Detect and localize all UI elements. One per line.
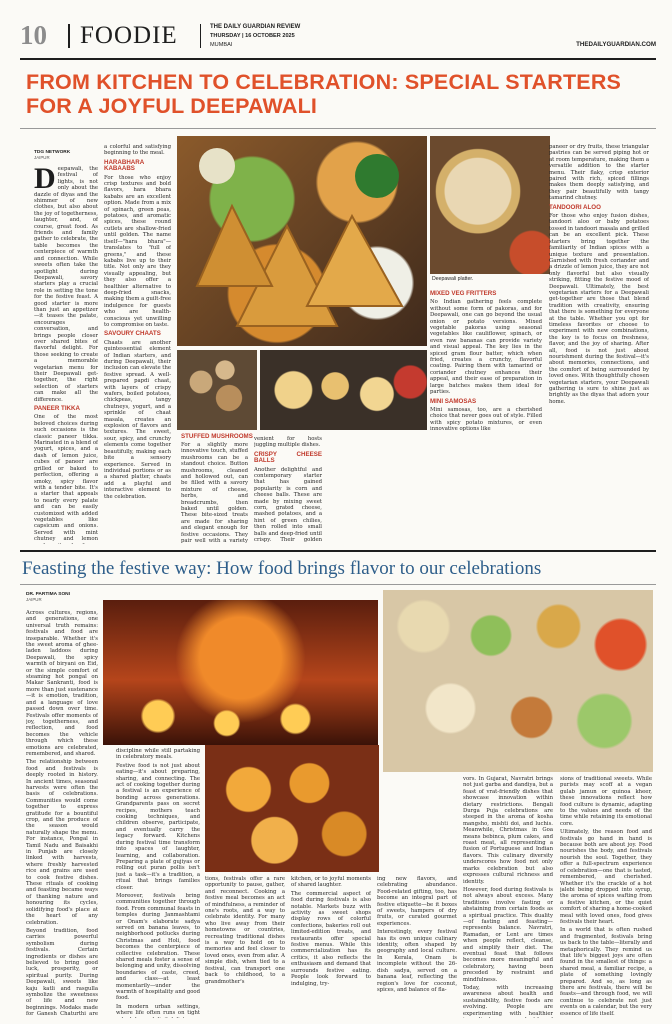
byline-location: JAIPUR	[34, 155, 50, 160]
subhead-harabhara-kabaabs: HARABHARA KABAABS	[104, 158, 145, 173]
subhead-tandoori-aloo: TANDOORI ALOO	[549, 203, 601, 211]
article2-column-5: ing new flavors, and celebrating abundance. Food-related gifting, too, has become an integral part of festive etiquette—be it boxes of sweets, hampers of dry fruits, or curated gourmet experiences. Interestingly, every festival has its own unique culinary identity, often shaped by geography and local culture. In Kerala, Onam is incomplete without the 26-dish sadya, served on a banana leaf, reflecting the region's love for coconut, spices, and balance of fla-	[377, 876, 457, 993]
paper-name: THE DAILY GUARDIAN REVIEW	[210, 24, 301, 30]
article2-column-4: kitchen, or to joyful moments of shared laughter. The commercial aspect of food during festivals is also notable. Markets buzz with activity as sweet shops display rows of colorful confections, bakeries roll out limited-edition treats, and restaurants offer special festive menus. While this commercialization has its critics, it also reflects the enthusiasm and demand that surrounds festive eating. People look forward to indulging, try-	[291, 876, 371, 987]
article1-column-3: For a slightly more innovative touch, stuffed mushrooms can be a standout choice. Button mushrooms, cleaned and hollowed out, can be filled with a savory mixture of cheese, herbs, and breadcrumbs, then baked until golden. These bite-sized treats are made for sharing and elegant enough for festive occasions. They pair well with a variety	[181, 442, 248, 544]
sweets-photo	[205, 745, 379, 872]
diyas-festival-photo	[103, 600, 378, 745]
article2-column-6: vors. In Gujarat, Navratri brings not just garba and dandiya, but a feast of vrat-friendly dishes that showcase innovation within dietary restrictions. Bengali Durga Puja celebrations are steeped in the aroma of kosha mangsho, mishti doi, and luchis. Meanwhile, Christmas in Goa means bebinca, plum cakes, and roast meat, all representing a fusion of Portuguese and Indian flavors. This culinary diversity underscores how food not only marks celebration but also expresses cultural richness and identity. However, food during festivals is not always about excess. Many traditions involve fasting or abstaining from certain foods as a spiritual practice. This duality—of fasting and feasting—represents balance. Navratri, Ramadan, or Lent are times when people reflect, cleanse, and simplify their diet. The eventual feast that follows becomes more meaningful and celebratory, having been preceded by restraint and mindfulness. Today, with increasing awareness about health and sustainability, festive foods are evolving. People are experimenting with healthier	[463, 776, 553, 1017]
website-link[interactable]: THEDAILYGUARDIAN.COM	[576, 41, 656, 48]
article2-column-2: discipline while still partaking in celebratory meals. Festive food is not just about eating—it's about preparing, sharing, and connecting. The act of cooking together during a festival is an experience of bonding across generations. Grandparents pass on secret recipes, mothers teach cooking techniques, and children observe, participate, and eventually carry the legacy forward. Kitchens during festival time transform into spaces of laughter, learning, and collaboration. Preparing a plate of gujiyas or rolling out puran pollis isn't just a task—it's a tradition, a ritual that brings families closer. Moreover, festivals bring communities together through food. From communal feasts in temples during Janmashtami or Onam's elaborate sadya served on banana leaves, to neighborhood potlucks during Christmas and Holi, food becomes the centerpiece of collective celebration. These shared meals foster a sense of belonging and unity, dissolving boundaries of caste, creed, and class—at least momentarily—under the warmth of hospitality and good food. In modern urban settings, where life often runs on tight	[116, 748, 200, 1017]
article2-column-7: sions of traditional sweets. While purists may scoff at a vegan gulab jamun or quinoa kheer, these innovations reflect how food culture is dynamic, adapting to the values and needs of the time while retaining its emotional core. Ultimately, the reason food and festivals go hand in hand is because both are about joy. Food nourishes the body, and festivals nourish the soul. Together, they offer a full-spectrum experience of celebration—one that is tasted, remembered, and cherished. Whether it's the crackle of a hot jalebi being dropped into syrup, the aroma of spices wafting from a festive kitchen, or the quiet comfort of sharing a home-cooked meal with loved ones, food gives festivals their heart. In a world that is often rushed and fragmented, festivals bring us back to the table—literally and metaphorically. They remind us that life's biggest joys are often found in the smallest of things: a shared meal, a familiar recipe, a plate of something lovingly prepared. And so, as long as there are festivals, there will be feasts—and through food, we will continue to celebrate not just events on a calendar, but the very essence of life itself.	[560, 776, 652, 1017]
article2-headline: Feasting the festive way: How food brings flavor to our celebrations	[22, 558, 542, 579]
page-number: 10	[20, 20, 47, 50]
subhead-crispy-cheese-balls: CRISPY CHEESE BALLS	[254, 450, 322, 465]
article1-headline	[26, 70, 656, 118]
subhead-paneer-tikka: PANEER TIKKA	[34, 405, 80, 413]
byline-name-2: DR. PARTIMA SONI	[26, 592, 70, 597]
article2-byline	[26, 592, 70, 602]
byline-location-2: JAIPUR	[26, 597, 42, 602]
headline-line-2: FOR A JOYFUL DEEPAWALI	[26, 94, 318, 118]
issue-date: THURSDAY | 16 OCTOBER 2025	[210, 33, 295, 39]
article1-column-6: paneer or dry fruits, these triangular pastries can be served piping hot or at room temperature, making them a versatile addition to the starter menu. Their flaky, crisp exterior paired with rich, spiced fillings makes them deeply satisfying, and they pair beautifully with tangy tamarind chutney. TANDOORI ALOO For those who enjoy fusion dishes, tandoori aloo or baby potatoes tossed in tandoori masala and grilled can be an excellent pick. These starters bring together the familiarity of Indian spices with a unique texture and presentation. Garnished with fresh coriander and a drizzle of lemon juice, they are not only flavorful but also visually striking, fitting the festive mood of Deepawali. Ultimately, the best vegetarian starters for a Deepawali get-together are those that blend tradition with creativity, ensuring that there is something for everyone at the table. Whether you opt for timeless favorites or choose to experiment with new combinations, the key is to focus on freshness, flavor, and the joy of sharing. After all, food is not just about nourishment during the festival—it's about memories, connections, and the comfort of being surrounded by loved ones. With thoughtfully chosen vegetarian starters, your Deepawali gathering is sure to shine just as brightly as the diyas that adorn your home.	[549, 144, 649, 405]
drop-cap: D	[34, 166, 56, 195]
samosa-photo	[177, 136, 427, 346]
article2-column-3: tions, festivals offer a rare opportunity to pause, gather, and reconnect. Cooking a festive meal becomes an act of mindfulness, a reminder of one's roots, and a way to celebrate identity. For many who live away from their hometowns or countries, recreating traditional dishes is a way to hold on to memories and feel closer to loved ones, even from afar. A simple dish, when tied to a festival, can transport one back to childhood, to a grandmother's	[205, 876, 285, 985]
samosa-illustration	[177, 136, 427, 346]
masthead	[20, 18, 656, 58]
photo-caption: Deepawali platter.	[432, 276, 474, 282]
article1-column-2: a colorful and satisfying beginning to the meal. HARABHARA KABAABS For those who enjoy crisp textures and bold flavors, hara bhara kababs are an excellent option. Made from a mix of spinach, green peas, potatoes, and aromatic spices, these round cutlets are shallow-fried until golden. The name itself—"hara bhara"—translates to "full of greens," and these kababs live up to their title. Not only are they visually appealing, but they also offer a healthier alternative to deep-fried snacks, making them a guilt-free indulgence for guests who are health-conscious yet unwilling to compromise on taste. SAVOURY CHAATS Chaats are another quintessential element of Indian starters, and during Deepawali, their inclusion can elevate the festive spread. A well-prepared papdi chaat, with layers of crispy wafers, boiled potatoes, chickpeas, tangy chutneys, yogurt, and a sprinkle of chaat masala, creates an explosion of flavors and textures. The sweet, sour, spicy, and crunchy elements come together beautifully, making each bite a sensory experience. Served in individual portions or as a shared platter, chaats add a playful and interactive element to the celebration.	[104, 144, 171, 500]
subhead-stuffed-mushrooms: STUFFED MUSHROOMS	[181, 433, 253, 440]
food-spread-photo	[383, 590, 653, 772]
article1-byline	[34, 150, 70, 160]
article1-column-4: venient for hosts juggling multiple dishes. CRISPY CHEESE BALLS Another delightful and contemporary starter that has gained popularity is corn and cheese balls. These are made by mixing sweet corn, grated cheese, mashed potatoes, and a hint of green chilies, then rolled into small balls and deep-fried until crispy. Their golden	[254, 436, 322, 544]
subhead-savoury-chaats: SAVOURY CHAATS	[104, 330, 161, 338]
subhead-mini-samosas: MINI SAMOSAS	[430, 397, 477, 405]
article1-column-1: D eepawali, the festival of lights, is not only about the dazzle of diyas and the shimmer of new clothes, but also about the joy of togetherness, laughter, and, of course, great food. As friends and family gather to celebrate, the table becomes the centerpiece of warmth and connection. While sweets often take the spotlight during Deepawali, savory starters play a crucial role in setting the tone for the festive feast. A good starter is more than just an appetizer—it teases the palate, encourages conversation, and brings people closer over shared bites of flavorful delight. For those seeking to create a memorable vegetarian menu for their Deepawali get-together, the right selection of starters can make all the difference. PANEER TIKKA One of the most beloved choices during such occasions is the classic paneer tikka. Marinated in a blend of yogurt, spices, and a dash of lemon juice, cubes of paneer are grilled or baked to perfection, offering a smoky, spicy flavor with a tender bite. It's a starter that appeals to nearly every palate and can be easily customized with added vegetables like capsicum and onions. Served with mint chutney and lemon	[34, 166, 98, 543]
subhead-mixed-veg-fritters: MIXED VEG FRITTERS	[430, 290, 497, 297]
article1-column-5: MIXED VEG FRITTERS No Indian gathering feels complete without some form of pakoras, and for Deepawali, one can go beyond the usual onion or potato versions. Mixed vegetable pakoras using seasonal vegetables like cauliflower, spinach, or even raw bananas can provide variety and visual appeal. The key lies in the spiced gram flour batter, which when fried, creates a crunchy, flavorful coating. Pairing them with tamarind or coriander chutney enhances their appeal, and their ease of preparation in large batches makes them ideal for parties. MINI SAMOSAS Mini samosas, too, are a cherished choice that never goes out of style. Filled with spicy potato mixtures, or even innovative options like	[430, 290, 542, 433]
cheese-balls-photo	[260, 350, 427, 430]
article2-column-1: Across cultures, regions, and generations, one universal truth remains: festivals and food are inseparable. Whether it's the sweet aroma of ghee-laden laddoos during Deepawali, the spicy warmth of biryani on Eid, or the simple comfort of steaming hot pongal on Makar Sankranti, food is more than just sustenance—it is emotion, tradition, and a language of love passed down over time. Festivals offer moments of joy, togetherness, and reflection, and food becomes the vehicle through which these emotions are celebrated, remembered, and shared. The relationship between food and festivals is deeply rooted in history. In ancient times, seasonal harvests were often the basis of celebrations. Communities would come together to express gratitude for a bountiful crop, and the produce of the season would naturally shape the menu. For instance, Pongal in Tamil Nadu and Baisakhi in Punjab are closely linked with harvests, where freshly harvested rice and grains are used to cook festive dishes. These rituals of cooking and feasting became ways of thanking nature and honouring its cycles, solidifying food's place at the heart of any celebration. Beyond tradition, food carries powerful symbolism during festivals. Certain ingredients or dishes are believed to bring good luck, prosperity, or spiritual purity. During Deepawali, sweets like kaju katli and rasgulla symbolize the sweetness of life and new beginnings. Modaks made for Ganesh Chaturthi are	[26, 610, 98, 1018]
deepawali-platter-photo	[430, 136, 550, 274]
byline-name: TDG NETWORK	[34, 150, 71, 155]
headline-line-1: FROM KITCHEN TO CELEBRATION: SPECIAL STARTERS	[26, 70, 622, 94]
section-title: FOODIE	[80, 22, 178, 49]
stuffed-mushrooms-photo	[177, 350, 257, 430]
issue-city: MUMBAI	[210, 42, 233, 48]
